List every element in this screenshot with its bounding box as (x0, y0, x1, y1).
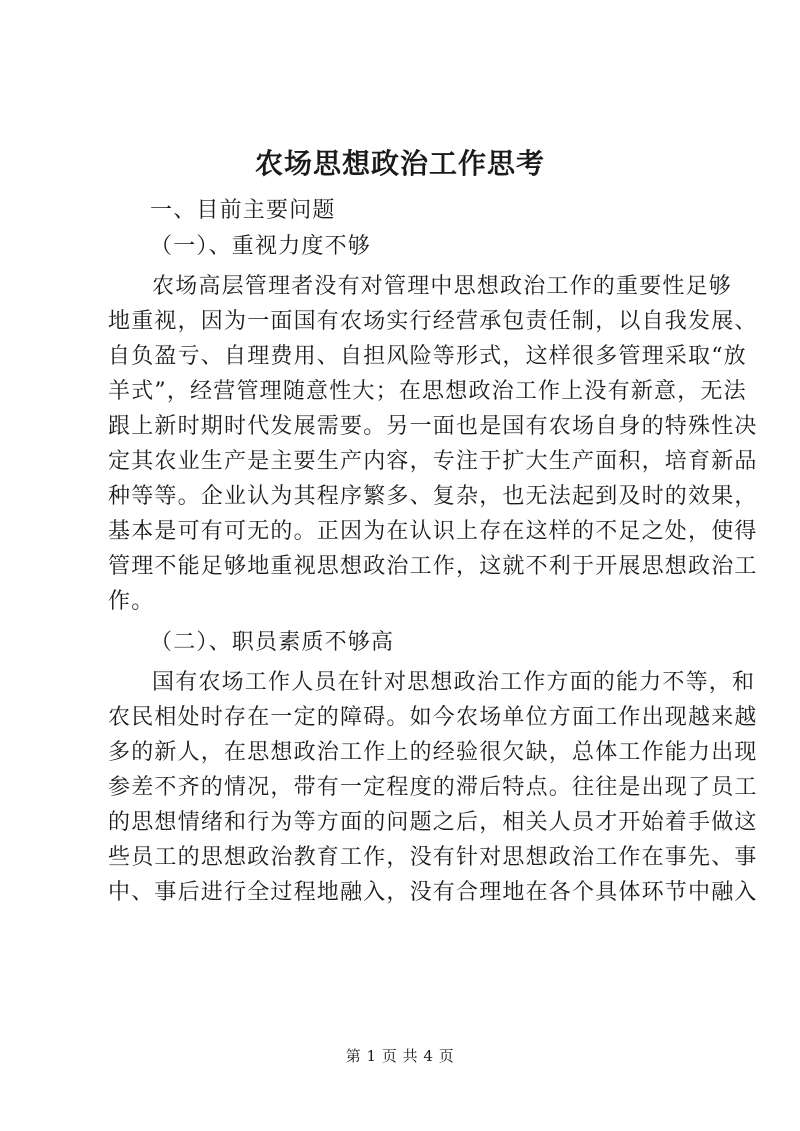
paragraph-line: 参差不齐的情况，带有一定程度的滞后特点。往往是出现了员工 (108, 775, 758, 800)
page-number-footer: 第 1 页 共 4 页 (345, 1047, 455, 1065)
paragraph-line: 多的新人，在思想政治工作上的经验很欠缺，总体工作能力出现 (108, 740, 758, 765)
paragraph-line: 基本是可有可无的。正因为在认识上存在这样的不足之处，使得 (108, 519, 758, 544)
paragraph-line: 的思想情绪和行为等方面的问题之后，相关人员才开始着手做这 (108, 810, 758, 835)
paragraph-line: 些员工的思想政治教育工作，没有针对思想政治工作在事先、事 (108, 845, 758, 870)
paragraph-line: 农场高层管理者没有对管理中思想政治工作的重要性足够 (152, 274, 733, 299)
paragraph-line: 管理不能足够地重视思想政治工作，这就不利于开展思想政治工 (108, 554, 758, 579)
paragraph-line: 国有农场工作人员在针对思想政治工作方面的能力不等，和 (152, 670, 756, 695)
paragraph-line: 种等等。企业认为其程序繁多、复杂，也无法起到及时的效果， (108, 484, 758, 509)
subsection-heading: （一）、重视力度不够 (150, 234, 372, 259)
paragraph-line: 农民相处时存在一定的障碍。如今农场单位方面工作出现越来越 (108, 705, 758, 730)
paragraph-line: 自负盈亏、自理费用、自担风险等形式，这样很多管理采取“放 (108, 344, 747, 369)
paragraph-line: 中、事后进行全过程地融入，没有合理地在各个具体环节中融入 (108, 880, 758, 905)
paragraph-line: 地重视，因为一面国有农场实行经营承包责任制，以自我发展、 (108, 309, 758, 334)
paragraph-line: 跟上新时期时代发展需要。另一面也是国有农场自身的特殊性决 (108, 414, 758, 439)
paragraph-line: 作。 (108, 589, 155, 614)
subsection-heading: （二）、职员素质不够高 (150, 630, 395, 655)
document-title: 农场思想政治工作思考 (254, 147, 545, 180)
paragraph-line: 定其农业生产是主要生产内容，专注于扩大生产面积，培育新品 (108, 449, 758, 474)
paragraph-line: 羊式”，经营管理随意性大；在思想政治工作上没有新意，无法 (108, 379, 747, 404)
section-heading: 一、目前主要问题 (150, 198, 336, 223)
